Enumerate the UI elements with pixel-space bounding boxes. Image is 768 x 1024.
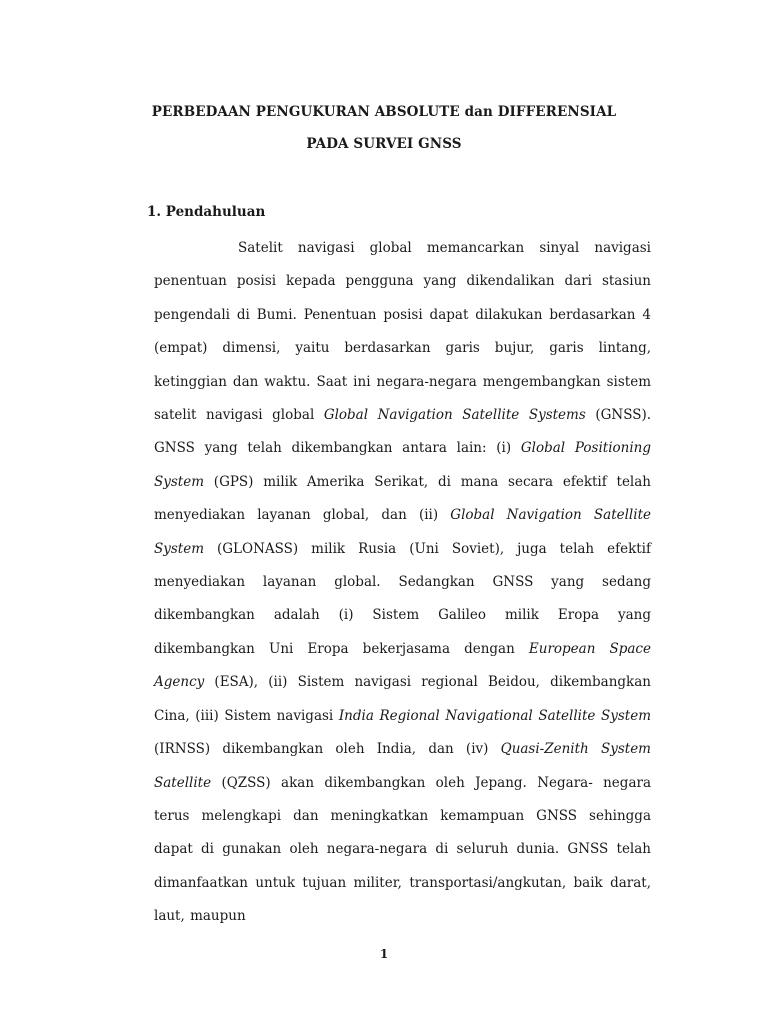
document-title-line-1: PERBEDAAN PENGUKURAN ABSOLUTE dan DIFFERENSIAL [151,104,617,120]
paragraph-run-italic: Global Navigation Satellite Systems [323,407,586,424]
paragraph-run-italic: India Regional Navigational Satellite System [338,707,652,724]
paragraph-run: (ESA), (ii) Sistem navigasi regional Beidou, dikembangkan Cina, (iii) Sistem navigasi [154,674,651,724]
section-heading: 1. Pendahuluan [147,204,266,220]
paragraph-run-italic: Global Positioning System [154,440,651,490]
paragraph-run-italic: European Space Agency [154,640,651,691]
paragraph-run: (IRNSS) dikembangkan oleh India, dan (iv) [154,741,501,758]
document-title-line-2: PADA SURVEI GNSS [306,136,462,152]
paragraph-run: (GNSS). GNSS yang telah dikembangkan antara lain: (i) [154,407,652,457]
paragraph-run: Satelit navigasi global memancarkan sinyal navigasi penentuan posisi kepada pengguna yang dikendalikan dari stasiun pengendali di Bumi. Penentuan posisi dapat dilakukan berdasarkan 4 (empat) dimensi, yaitu berdasarkan garis bujur, garis lintang, ketinggian dan waktu. Saat ini negara-negara mengembangkan sistem satelit navigasi global [154,240,651,424]
page-number: 1 [379,947,389,961]
paragraph-run: (GPS) milik Amerika Serikat, di mana secara efektif telah menyediakan layanan global, dan (ii) [154,473,651,524]
body-paragraph [154,232,651,934]
paragraph-run-italic: Quasi-Zenith System Satellite [154,741,651,791]
paragraph-run-italic: Global Navigation Satellite System [154,507,651,557]
paragraph-run: (QZSS) akan dikembangkan oleh Jepang. Negara- negara terus melengkapi dan meningkatkan kemampuan GNSS sehingga dapat di gunakan oleh negara-negara di seluruh dunia. GNSS telah dimanfaatkan untuk tujuan militer, transportasi/angkutan, baik darat, laut, maupun [154,774,651,925]
paragraph-run: (GLONASS) milik Rusia (Uni Soviet), juga telah efektif menyediakan layanan global. Sedangkan GNSS yang sedang dikembangkan adalah (i) Sistem Galileo milik Eropa yang dikembangkan Uni Eropa bekerjasama dengan [154,540,651,657]
